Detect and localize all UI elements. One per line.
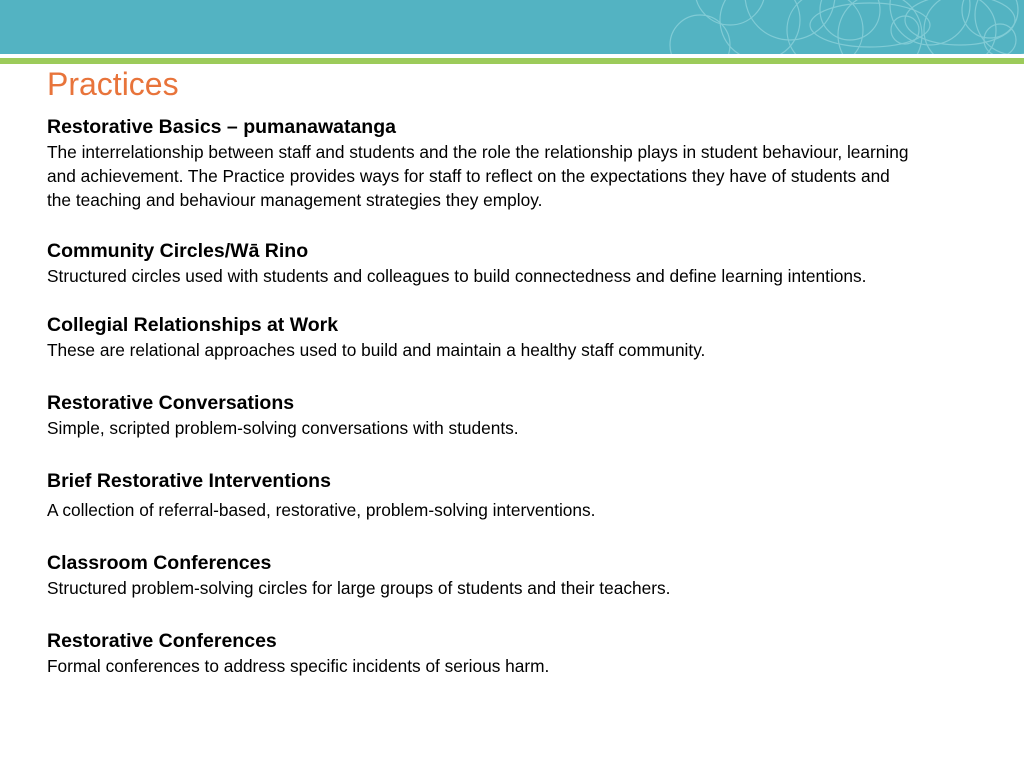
practices-list — [47, 114, 917, 678]
practice-heading: Restorative Basics – pumanawatanga — [47, 116, 396, 138]
decorative-circles-pattern — [0, 0, 1024, 54]
practice-heading: Brief Restorative Interventions — [47, 470, 331, 492]
practice-description: Structured circles used with students and colleagues to build connectedness and define learning intentions. — [47, 266, 867, 286]
practice-description: A collection of referral-based, restorative, problem-solving interventions. — [47, 500, 596, 520]
practice-description: Simple, scripted problem-solving conversations with students. — [47, 418, 519, 438]
practice-description: Formal conferences to address specific incidents of serious harm. — [47, 656, 550, 676]
header-banner — [0, 0, 1024, 54]
practice-item — [47, 114, 917, 212]
practice-heading: Community Circles/Wā Rino — [47, 240, 309, 262]
practice-item — [47, 468, 917, 522]
practice-item — [47, 628, 917, 678]
practice-description: The interrelationship between staff and students and the role the relationship plays in student behaviour, learning and achievement. The Practice provides ways for staff to reflect on the expectations they have of students and the teaching and behaviour management strategies they employ. — [47, 142, 909, 210]
practice-item — [47, 238, 917, 288]
practice-heading: Restorative Conferences — [47, 630, 277, 652]
practice-heading: Restorative Conversations — [47, 392, 295, 414]
practice-item — [47, 312, 917, 362]
practice-item — [47, 390, 917, 440]
practice-item — [47, 550, 917, 600]
practice-description: Structured problem-solving circles for large groups of students and their teachers. — [47, 578, 671, 598]
practice-heading: Classroom Conferences — [47, 552, 272, 574]
practice-heading: Collegial Relationships at Work — [47, 314, 339, 336]
practice-description: These are relational approaches used to build and maintain a healthy staff community. — [47, 340, 706, 360]
page-title: Practices — [47, 66, 179, 102]
